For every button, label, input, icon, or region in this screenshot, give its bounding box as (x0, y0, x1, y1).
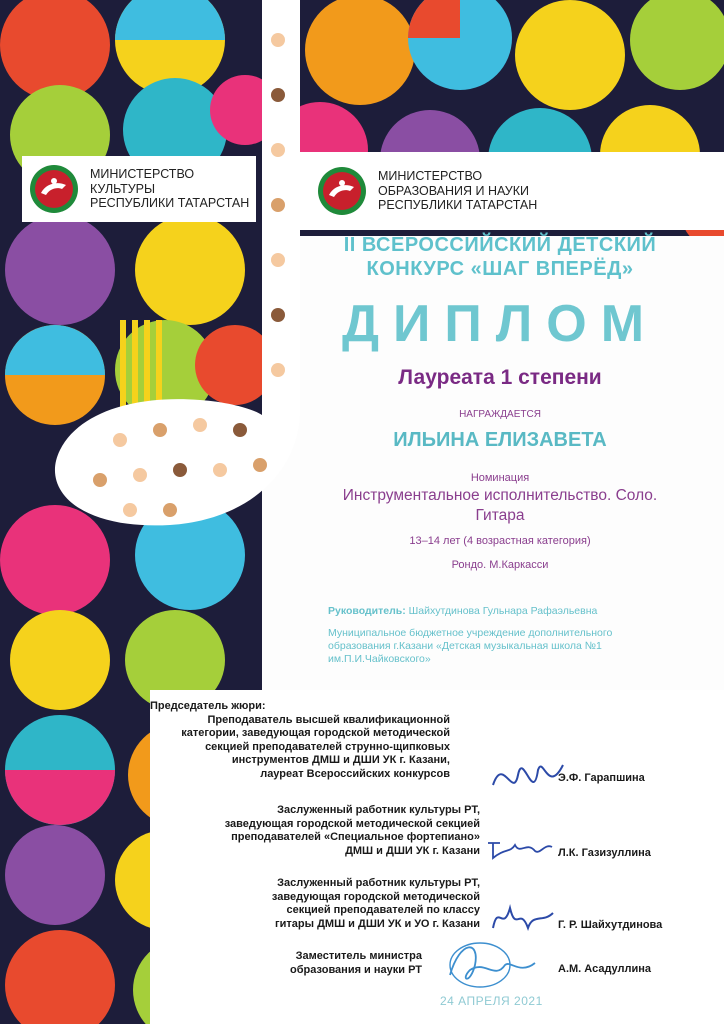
signature-asadullina (440, 935, 550, 995)
tatarstan-emblem-icon (316, 165, 368, 217)
culture-ministry-logo (22, 156, 256, 222)
leader-name: Шайхутдинова Гульнара Рафаэльевна (408, 605, 598, 617)
age-category: 13–14 лет (4 возрастная категория) (409, 535, 591, 547)
jury-member-4-credentials: Заместитель министра образования и науки РТ (290, 950, 422, 976)
school-name: Муниципальное бюджетное учреждение дополнительного образования г.Казани «Детская музыкальная школа №1 им.П.И.Чайковского» (328, 627, 613, 665)
jury-name-1: Э.Ф. Гарапшина (558, 772, 645, 784)
jury-name-3: Г. Р. Шайхутдинова (558, 919, 663, 931)
jury-member-2-credentials: Заслуженный работник культуры РТ, заведующая городской методической секцией преподавателей «Специальное фортепиано» ДМШ и ДШИ УК г. Казани (224, 804, 480, 857)
nomination-text: Инструментальное исполнительство. Соло. Гитара (342, 487, 658, 524)
jury-member-3-credentials: Заслуженный работник культуры РТ, заведующая городской методической секцией преподавателей по классу гитары ДМШ и ДШИ УК и УО г. Казани (271, 877, 480, 930)
tatarstan-emblem-icon (28, 163, 80, 215)
contest-name: II ВСЕРОССИЙСКИЙ ДЕТСКИЙ КОНКУРС «ШАГ ВПЕРЁД» (343, 234, 657, 280)
laureate-degree: Лауреата 1 степени (398, 366, 602, 389)
signature-garapshina (488, 745, 568, 815)
nomination-label: Номинация (470, 472, 530, 484)
leader-label: Руководитель: (328, 605, 406, 617)
signature-shaikhutdinova (488, 898, 558, 938)
education-ministry-name: МИНИСТЕРСТВО ОБРАЗОВАНИЯ И НАУКИ РЕСПУБЛИКИ ТАТАРСТАН (378, 169, 538, 213)
recipient-name: ИЛЬИНА ЕЛИЗАВЕТА (393, 429, 607, 451)
award-date: 24 АПРЕЛЯ 2021 (440, 994, 543, 1008)
diploma-title: ДИПЛОМ (341, 295, 659, 353)
jury-name-4: А.М. Асадуллина (558, 963, 652, 975)
signature-gazizullina (485, 833, 555, 863)
jury-name-2: Л.К. Газизуллина (558, 847, 651, 859)
performed-piece: Рондо. М.Каркасси (451, 559, 549, 571)
awarded-label: НАГРАЖДАЕТСЯ (459, 409, 541, 420)
culture-ministry-name: МИНИСТЕРСТВО КУЛЬТУРЫ РЕСПУБЛИКИ ТАТАРСТАН (90, 167, 250, 211)
education-ministry-logo (312, 158, 646, 224)
leader (328, 605, 597, 617)
jury-chair-credentials: Председатель жюри: Преподаватель высшей квалификационной категории, заведующая городской методической секцией преподавателей струнно-щипковых инструментов ДМШ и ДШИ УК г. Казани, лауреат Всероссийских конкурсов (150, 700, 450, 780)
